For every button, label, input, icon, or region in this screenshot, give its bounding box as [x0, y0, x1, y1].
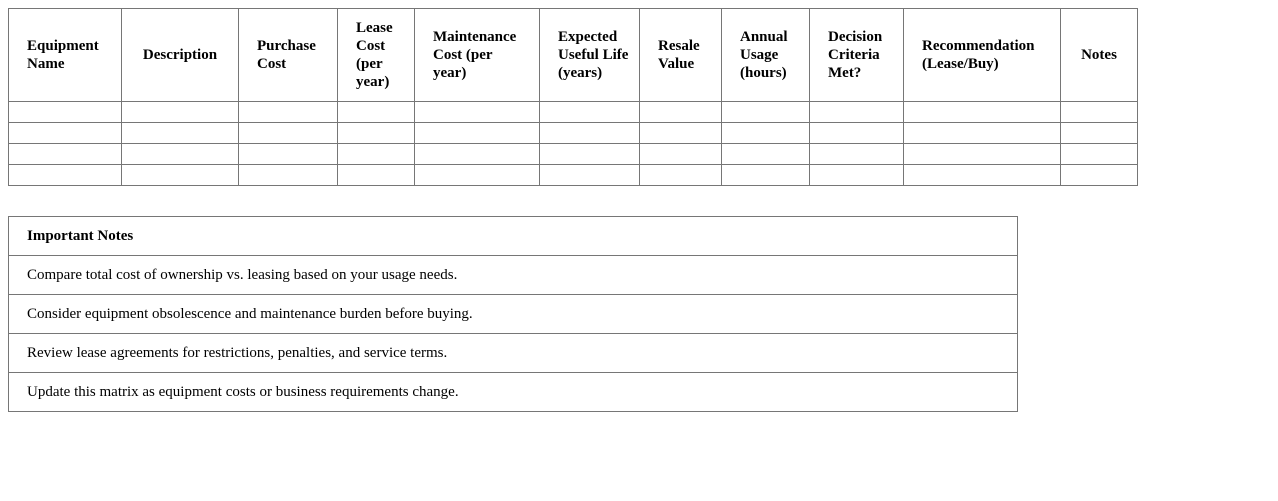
matrix-cell[interactable]: [640, 165, 722, 186]
matrix-cell[interactable]: [415, 165, 540, 186]
matrix-body: [9, 102, 1138, 186]
matrix-cell[interactable]: [640, 123, 722, 144]
matrix-cell[interactable]: [904, 102, 1061, 123]
matrix-cell[interactable]: [1061, 102, 1138, 123]
matrix-cell[interactable]: [810, 144, 904, 165]
matrix-cell[interactable]: [640, 144, 722, 165]
matrix-cell[interactable]: [640, 102, 722, 123]
matrix-cell[interactable]: [122, 102, 239, 123]
matrix-cell[interactable]: [9, 102, 122, 123]
note-row: [9, 256, 1018, 295]
matrix-cell[interactable]: [122, 123, 239, 144]
matrix-cell[interactable]: [415, 144, 540, 165]
header-notes: Notes: [1061, 9, 1138, 102]
matrix-cell[interactable]: [810, 102, 904, 123]
matrix-cell[interactable]: [540, 165, 640, 186]
matrix-cell[interactable]: [122, 144, 239, 165]
note-row: [9, 295, 1018, 334]
matrix-cell[interactable]: [722, 102, 810, 123]
header-maintenance-cost: Maintenance Cost (per year): [415, 9, 540, 102]
matrix-cell[interactable]: [904, 123, 1061, 144]
header-decision-criteria: Decision Criteria Met?: [810, 9, 904, 102]
matrix-cell[interactable]: [239, 165, 338, 186]
matrix-cell[interactable]: [415, 102, 540, 123]
header-resale-value: Resale Value: [640, 9, 722, 102]
matrix-cell[interactable]: [9, 123, 122, 144]
matrix-cell[interactable]: [810, 123, 904, 144]
matrix-cell[interactable]: [904, 144, 1061, 165]
header-recommendation: Recommendation (Lease/Buy): [904, 9, 1061, 102]
matrix-row: [9, 144, 1138, 165]
note-text: Update this matrix as equipment costs or business requirements change.: [9, 373, 1018, 412]
matrix-cell[interactable]: [904, 165, 1061, 186]
matrix-cell[interactable]: [239, 123, 338, 144]
note-row: [9, 334, 1018, 373]
note-text: Consider equipment obsolescence and maintenance burden before buying.: [9, 295, 1018, 334]
header-description: Description: [122, 9, 239, 102]
matrix-cell[interactable]: [122, 165, 239, 186]
matrix-cell[interactable]: [540, 123, 640, 144]
matrix-row: [9, 123, 1138, 144]
matrix-cell[interactable]: [239, 102, 338, 123]
matrix-cell[interactable]: [338, 123, 415, 144]
matrix-cell[interactable]: [415, 123, 540, 144]
note-text: Compare total cost of ownership vs. leasing based on your usage needs.: [9, 256, 1018, 295]
matrix-cell[interactable]: [722, 144, 810, 165]
matrix-cell[interactable]: [722, 123, 810, 144]
matrix-cell[interactable]: [9, 165, 122, 186]
matrix-row: [9, 102, 1138, 123]
matrix-cell[interactable]: [9, 144, 122, 165]
matrix-cell[interactable]: [810, 165, 904, 186]
matrix-cell[interactable]: [1061, 144, 1138, 165]
matrix-row: [9, 165, 1138, 186]
matrix-cell[interactable]: [338, 102, 415, 123]
matrix-cell[interactable]: [338, 165, 415, 186]
matrix-cell[interactable]: [1061, 165, 1138, 186]
matrix-cell[interactable]: [722, 165, 810, 186]
matrix-header-row: [9, 9, 1138, 102]
header-lease-cost: Lease Cost (per year): [338, 9, 415, 102]
note-text: Review lease agreements for restrictions, penalties, and service terms.: [9, 334, 1018, 373]
header-annual-usage: Annual Usage (hours): [722, 9, 810, 102]
matrix-cell[interactable]: [239, 144, 338, 165]
header-expected-useful-life: Expected Useful Life (years): [540, 9, 640, 102]
important-notes-title: Important Notes: [9, 217, 1018, 256]
matrix-cell[interactable]: [540, 102, 640, 123]
note-row: [9, 373, 1018, 412]
notes-title-row: [9, 217, 1018, 256]
matrix-cell[interactable]: [540, 144, 640, 165]
important-notes-table: [8, 216, 1018, 412]
lease-buy-matrix-table: [8, 8, 1138, 186]
matrix-cell[interactable]: [1061, 123, 1138, 144]
matrix-cell[interactable]: [338, 144, 415, 165]
header-purchase-cost: Purchase Cost: [239, 9, 338, 102]
header-equipment-name: Equipment Name: [9, 9, 122, 102]
